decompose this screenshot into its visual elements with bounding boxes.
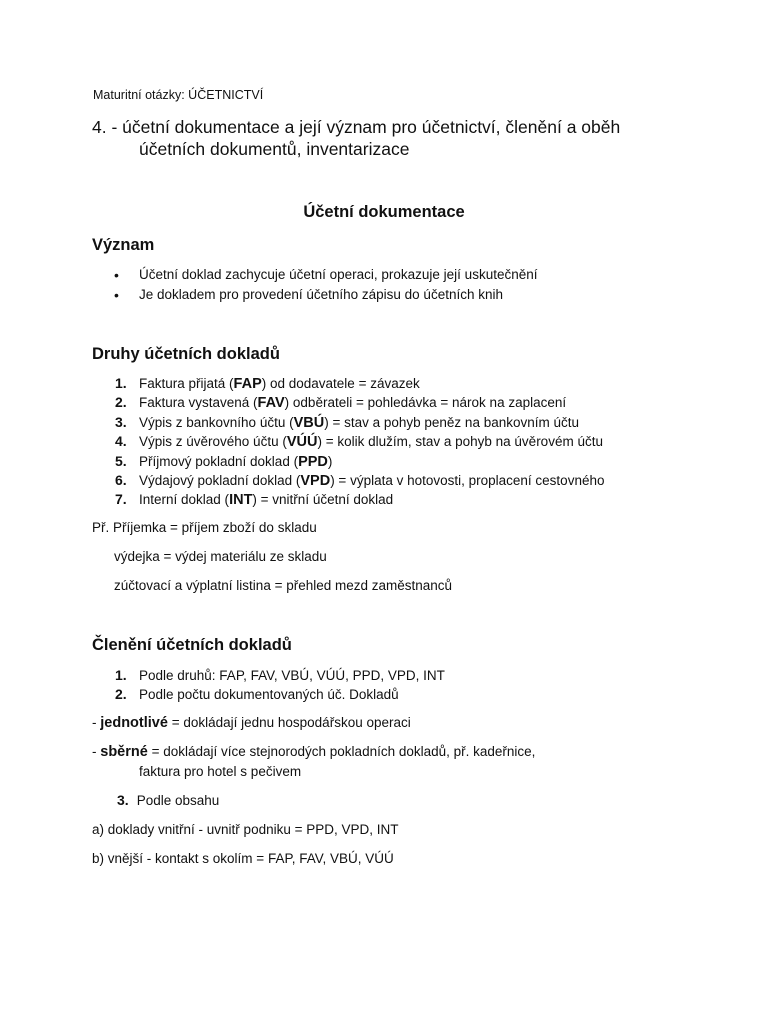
sberne-continuation: faktura pro hotel s pečivem xyxy=(139,764,302,779)
list-item: 6. Výdajový pokladní doklad (VPD) = výplata v hotovosti, proplacení cestovného xyxy=(115,471,605,489)
list-item: 2. Podle počtu dokumentovaných úč. Dokladů xyxy=(115,686,399,703)
list-item: 3. Výpis z bankovního účtu (VBÚ) = stav a pohyb peněz na bankovním účtu xyxy=(115,413,580,431)
podle-obsahu-line: 3. Podle obsahu xyxy=(117,792,220,808)
example-line-3: zúčtovací a výplatní listina = přehled mezd zaměstnanců xyxy=(114,578,453,593)
list-item: 1. Faktura přijatá (FAP) od dodavatele = závazek xyxy=(115,375,420,392)
list-item: 7. Interní doklad (INT) = vnitřní účetní doklad xyxy=(115,491,394,509)
header-text: Maturitní otázky: ÚČETNICTVÍ xyxy=(93,88,264,102)
list-item: 1. Podle druhů: FAP, FAV, VBÚ, VÚÚ, PPD, VPD, INT xyxy=(115,667,445,683)
list-item: 2. Faktura vystavená (FAV) odběrateli = pohledávka = nárok na zaplacení xyxy=(115,394,567,412)
title-line-2: účetních dokumentů, inventarizace xyxy=(139,139,410,159)
vyznam-list xyxy=(92,265,537,305)
sberne-line: - sběrné = dokládají více stejnorodých pokladních dokladů, př. kadeřnice, xyxy=(92,744,536,760)
list-item: 4. Výpis z úvěrového účtu (VÚÚ) = kolik dlužím, stav a pohyb na úvěrovém účtu xyxy=(115,433,603,451)
example-line-1: Př. Příjemka = příjem zboží do skladu xyxy=(92,520,317,535)
example-line-2: výdejka = výdej materiálu ze skladu xyxy=(114,549,327,564)
list-item: • Je dokladem pro provedení účetního zápisu do účetních knih xyxy=(92,285,537,305)
list-item: 5. Příjmový pokladní doklad (PPD) xyxy=(115,452,333,470)
heading-vyznam: Význam xyxy=(92,236,155,254)
list-item: • Účetní doklad zachycuje účetní operaci, prokazuje její uskutečnění xyxy=(92,265,537,285)
druhy-list xyxy=(92,374,604,510)
heading-druhy: Druhy účetních dokladů xyxy=(92,345,280,363)
cleneni-list xyxy=(92,666,445,705)
line-b: b) vnější - kontakt s okolím = FAP, FAV, VBÚ, VÚÚ xyxy=(92,851,394,866)
jednotlive-line: - jednotlivé = dokládají jednu hospodářskou operaci xyxy=(92,715,411,731)
section-title-center: Účetní dokumentace xyxy=(303,203,465,221)
title-line-1: 4. - účetní dokumentace a její význam pro účetnictví, členění a oběh xyxy=(92,117,621,137)
line-a: a) doklady vnitřní - uvnitř podniku = PPD, VPD, INT xyxy=(92,822,399,837)
heading-cleneni: Členění účetních dokladů xyxy=(92,636,292,654)
